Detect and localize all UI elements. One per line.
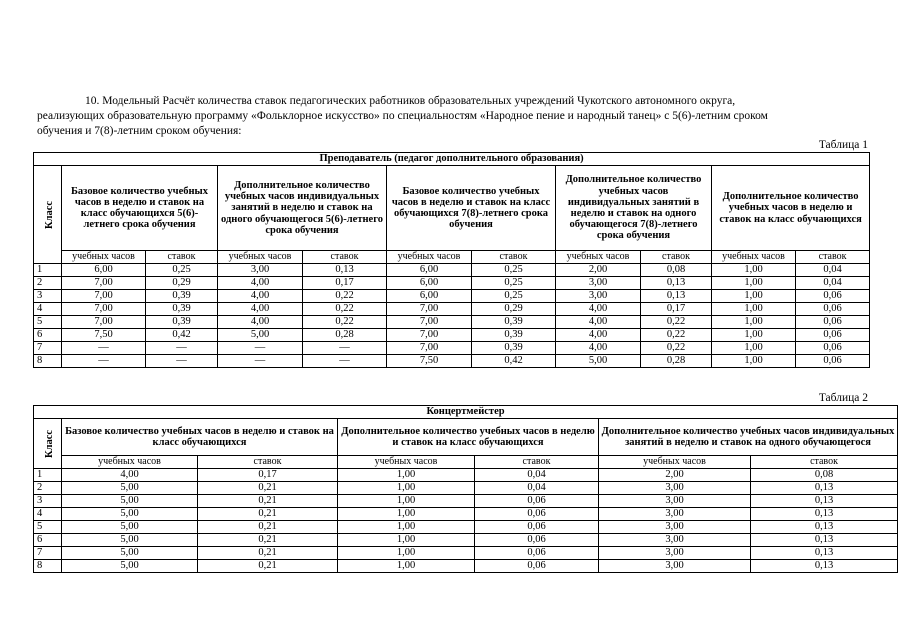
class-number-cell: 6	[34, 329, 62, 342]
value-cell: 0,13	[303, 264, 387, 277]
table-row	[34, 508, 898, 521]
table1-sub-rates: ставок	[796, 251, 870, 264]
value-cell: 5,00	[62, 521, 198, 534]
value-cell: 0,08	[641, 264, 712, 277]
table2-title: Концертмейстер	[34, 406, 898, 419]
value-cell: 3,00	[556, 277, 641, 290]
value-cell: 0,29	[146, 277, 218, 290]
value-cell: 5,00	[218, 329, 303, 342]
table2-group-header: Базовое количество учебных часов в неделю и ставок на класс обучающихся	[62, 419, 338, 456]
value-cell: 5,00	[62, 495, 198, 508]
table1-class-header	[34, 166, 62, 264]
table-row	[34, 547, 898, 560]
table-row	[34, 303, 870, 316]
table1-caption: Таблица 1	[818, 139, 868, 151]
value-cell: 0,28	[641, 355, 712, 368]
table1-subheader-row	[34, 251, 870, 264]
table2-sub-rates: ставок	[751, 456, 898, 469]
value-cell: 1,00	[712, 355, 796, 368]
class-number-cell: 3	[34, 495, 62, 508]
value-cell: 0,06	[796, 303, 870, 316]
value-cell: 4,00	[218, 277, 303, 290]
value-cell: 2,00	[556, 264, 641, 277]
table-row	[34, 329, 870, 342]
value-cell: —	[303, 342, 387, 355]
value-cell: 0,13	[641, 277, 712, 290]
class-number-cell: 5	[34, 316, 62, 329]
value-cell: 0,25	[472, 264, 556, 277]
value-cell: —	[62, 355, 146, 368]
value-cell: 0,42	[146, 329, 218, 342]
value-cell: 0,21	[198, 534, 338, 547]
value-cell: 0,04	[475, 469, 599, 482]
value-cell: 0,42	[472, 355, 556, 368]
value-cell: 0,06	[475, 534, 599, 547]
value-cell: 0,04	[475, 482, 599, 495]
value-cell: 0,17	[641, 303, 712, 316]
class-number-cell: 4	[34, 508, 62, 521]
value-cell: 0,06	[796, 355, 870, 368]
class-number-cell: 1	[34, 264, 62, 277]
value-cell: 4,00	[62, 469, 198, 482]
value-cell: 1,00	[338, 508, 475, 521]
table2-sub-rates: ставок	[475, 456, 599, 469]
value-cell: —	[218, 342, 303, 355]
value-cell: 5,00	[62, 508, 198, 521]
value-cell: 0,06	[796, 290, 870, 303]
value-cell: 0,13	[751, 547, 898, 560]
table-row	[34, 521, 898, 534]
table2-sub-hours: учебных часов	[62, 456, 198, 469]
table1-sub-hours: учебных часов	[712, 251, 796, 264]
class-number-cell: 1	[34, 469, 62, 482]
table1	[33, 152, 870, 368]
value-cell: 1,00	[712, 342, 796, 355]
value-cell: 5,00	[62, 560, 198, 573]
value-cell: 4,00	[218, 303, 303, 316]
table-row	[34, 495, 898, 508]
value-cell: 7,00	[62, 290, 146, 303]
value-cell: 0,04	[796, 277, 870, 290]
table2-caption: Таблица 2	[818, 392, 868, 404]
value-cell: 2,00	[599, 469, 751, 482]
value-cell: 0,13	[641, 290, 712, 303]
value-cell: 0,39	[472, 329, 556, 342]
value-cell: 4,00	[218, 316, 303, 329]
value-cell: 0,21	[198, 547, 338, 560]
table1-class-label: Класс	[44, 200, 56, 229]
value-cell: 7,00	[387, 316, 472, 329]
value-cell: 0,22	[303, 316, 387, 329]
class-number-cell: 5	[34, 521, 62, 534]
value-cell: 4,00	[218, 290, 303, 303]
value-cell: 3,00	[599, 508, 751, 521]
value-cell: 1,00	[712, 264, 796, 277]
value-cell: 1,00	[338, 469, 475, 482]
table1-group-header: Дополнительное количество учебных часов индивидуальных занятий в неделю и ставок на одного обучающегося 5(6)-летнего срока обучения	[218, 166, 387, 251]
value-cell: 6,00	[387, 290, 472, 303]
value-cell: 1,00	[338, 495, 475, 508]
value-cell: 1,00	[338, 560, 475, 573]
value-cell: 7,00	[62, 277, 146, 290]
value-cell: 7,50	[62, 329, 146, 342]
table1-group-header: Дополнительное количество учебных часов в неделю и ставок на класс обучающихся	[712, 166, 870, 251]
value-cell: 0,22	[641, 316, 712, 329]
value-cell: 1,00	[712, 303, 796, 316]
value-cell: 0,06	[475, 508, 599, 521]
table1-group-header: Базовое количество учебных часов в неделю и ставок на класс обучающихся 7(8)-летнего срока обучения	[387, 166, 556, 251]
table2-subheader-row	[34, 456, 898, 469]
table-row	[34, 316, 870, 329]
value-cell: —	[146, 355, 218, 368]
value-cell: 7,00	[387, 303, 472, 316]
value-cell: 0,39	[472, 342, 556, 355]
value-cell: 1,00	[712, 290, 796, 303]
value-cell: —	[62, 342, 146, 355]
value-cell: 0,06	[796, 329, 870, 342]
value-cell: 0,39	[146, 290, 218, 303]
value-cell: 0,39	[146, 316, 218, 329]
value-cell: 3,00	[599, 547, 751, 560]
value-cell: 3,00	[556, 290, 641, 303]
class-number-cell: 3	[34, 290, 62, 303]
class-number-cell: 4	[34, 303, 62, 316]
value-cell: 1,00	[338, 534, 475, 547]
value-cell: 0,21	[198, 508, 338, 521]
value-cell: 0,28	[303, 329, 387, 342]
value-cell: 7,00	[62, 303, 146, 316]
value-cell: 0,13	[751, 521, 898, 534]
table2-class-label: Класс	[44, 429, 56, 458]
intro-line-3: обучения и 7(8)-летним сроком обучения:	[37, 125, 242, 137]
value-cell: 0,25	[472, 290, 556, 303]
value-cell: 5,00	[556, 355, 641, 368]
value-cell: 5,00	[62, 534, 198, 547]
value-cell: 0,13	[751, 482, 898, 495]
value-cell: 1,00	[338, 521, 475, 534]
intro-line-1: 10. Модельный Расчёт количества ставок педагогических работников образовательных учреждений Чукотского автономного округа,	[85, 95, 736, 107]
table-row	[34, 355, 870, 368]
value-cell: 0,25	[472, 277, 556, 290]
class-number-cell: 8	[34, 355, 62, 368]
value-cell: 1,00	[338, 482, 475, 495]
table1-sub-rates: ставок	[472, 251, 556, 264]
value-cell: 0,06	[475, 547, 599, 560]
class-number-cell: 7	[34, 547, 62, 560]
table2	[33, 405, 898, 573]
table2-class-header	[34, 419, 62, 469]
value-cell: 6,00	[62, 264, 146, 277]
table1-sub-hours: учебных часов	[387, 251, 472, 264]
table1-group-header: Дополнительное количество учебных часов индивидуальных занятий в неделю и ставок на одного обучающегося 7(8)-летнего срока обучения	[556, 166, 712, 251]
value-cell: 7,00	[62, 316, 146, 329]
value-cell: 6,00	[387, 277, 472, 290]
value-cell: 0,22	[641, 342, 712, 355]
class-number-cell: 2	[34, 277, 62, 290]
table2-sub-hours: учебных часов	[338, 456, 475, 469]
value-cell: —	[303, 355, 387, 368]
value-cell: 1,00	[338, 547, 475, 560]
table-row	[34, 264, 870, 277]
value-cell: 1,00	[712, 316, 796, 329]
value-cell: 0,13	[751, 495, 898, 508]
value-cell: 0,39	[146, 303, 218, 316]
value-cell: 0,39	[472, 316, 556, 329]
table1-title: Преподаватель (педагог дополнительного образования)	[34, 153, 870, 166]
table2-sub-hours: учебных часов	[599, 456, 751, 469]
table1-sub-hours: учебных часов	[218, 251, 303, 264]
value-cell: 0,13	[751, 534, 898, 547]
value-cell: 0,06	[796, 342, 870, 355]
value-cell: —	[146, 342, 218, 355]
value-cell: 0,06	[796, 316, 870, 329]
value-cell: 3,00	[599, 495, 751, 508]
value-cell: 0,13	[751, 508, 898, 521]
value-cell: 0,21	[198, 521, 338, 534]
table1-sub-hours: учебных часов	[62, 251, 146, 264]
value-cell: 4,00	[556, 303, 641, 316]
value-cell: 5,00	[62, 482, 198, 495]
intro-line-2: реализующих образовательную программу «Фольклорное искусство» по специальностям «Народное пение и народный танец» с 5(6)-летним сроком	[37, 110, 768, 122]
table-row	[34, 560, 898, 573]
table-row	[34, 482, 898, 495]
value-cell: 0,06	[475, 521, 599, 534]
class-number-cell: 6	[34, 534, 62, 547]
value-cell: 0,17	[198, 469, 338, 482]
table1-sub-rates: ставок	[303, 251, 387, 264]
table-row	[34, 277, 870, 290]
value-cell: 1,00	[712, 277, 796, 290]
value-cell: 0,04	[796, 264, 870, 277]
value-cell: 0,06	[475, 560, 599, 573]
value-cell: 0,21	[198, 482, 338, 495]
value-cell: 4,00	[556, 329, 641, 342]
table2-sub-rates: ставок	[198, 456, 338, 469]
value-cell: 3,00	[599, 521, 751, 534]
value-cell: 4,00	[556, 342, 641, 355]
value-cell: 0,22	[303, 290, 387, 303]
value-cell: 0,25	[146, 264, 218, 277]
table2-group-header: Дополнительное количество учебных часов в неделю и ставок на класс обучающихся	[338, 419, 599, 456]
table1-group-header: Базовое количество учебных часов в неделю и ставок на класс обучающихся 5(6)-летнего срока обучения	[62, 166, 218, 251]
value-cell: 0,21	[198, 560, 338, 573]
class-number-cell: 2	[34, 482, 62, 495]
table1-sub-rates: ставок	[146, 251, 218, 264]
value-cell: 0,17	[303, 277, 387, 290]
table-row	[34, 290, 870, 303]
table-row	[34, 469, 898, 482]
value-cell: 0,22	[641, 329, 712, 342]
value-cell: 0,13	[751, 560, 898, 573]
table-row	[34, 534, 898, 547]
table1-sub-rates: ставок	[641, 251, 712, 264]
value-cell: 1,00	[712, 329, 796, 342]
value-cell: 3,00	[218, 264, 303, 277]
value-cell: 3,00	[599, 482, 751, 495]
value-cell: 7,00	[387, 342, 472, 355]
value-cell: 0,22	[303, 303, 387, 316]
table-row	[34, 342, 870, 355]
value-cell: 0,08	[751, 469, 898, 482]
value-cell: 4,00	[556, 316, 641, 329]
value-cell: 5,00	[62, 547, 198, 560]
value-cell: 7,50	[387, 355, 472, 368]
value-cell: 7,00	[387, 329, 472, 342]
value-cell: 3,00	[599, 534, 751, 547]
value-cell: 0,06	[475, 495, 599, 508]
value-cell: —	[218, 355, 303, 368]
class-number-cell: 8	[34, 560, 62, 573]
class-number-cell: 7	[34, 342, 62, 355]
value-cell: 0,29	[472, 303, 556, 316]
table2-group-header: Дополнительное количество учебных часов индивидуальных занятий в неделю и ставок на одного обучающегося	[599, 419, 898, 456]
value-cell: 3,00	[599, 560, 751, 573]
value-cell: 0,21	[198, 495, 338, 508]
value-cell: 6,00	[387, 264, 472, 277]
intro-paragraph	[37, 94, 867, 139]
table1-sub-hours: учебных часов	[556, 251, 641, 264]
